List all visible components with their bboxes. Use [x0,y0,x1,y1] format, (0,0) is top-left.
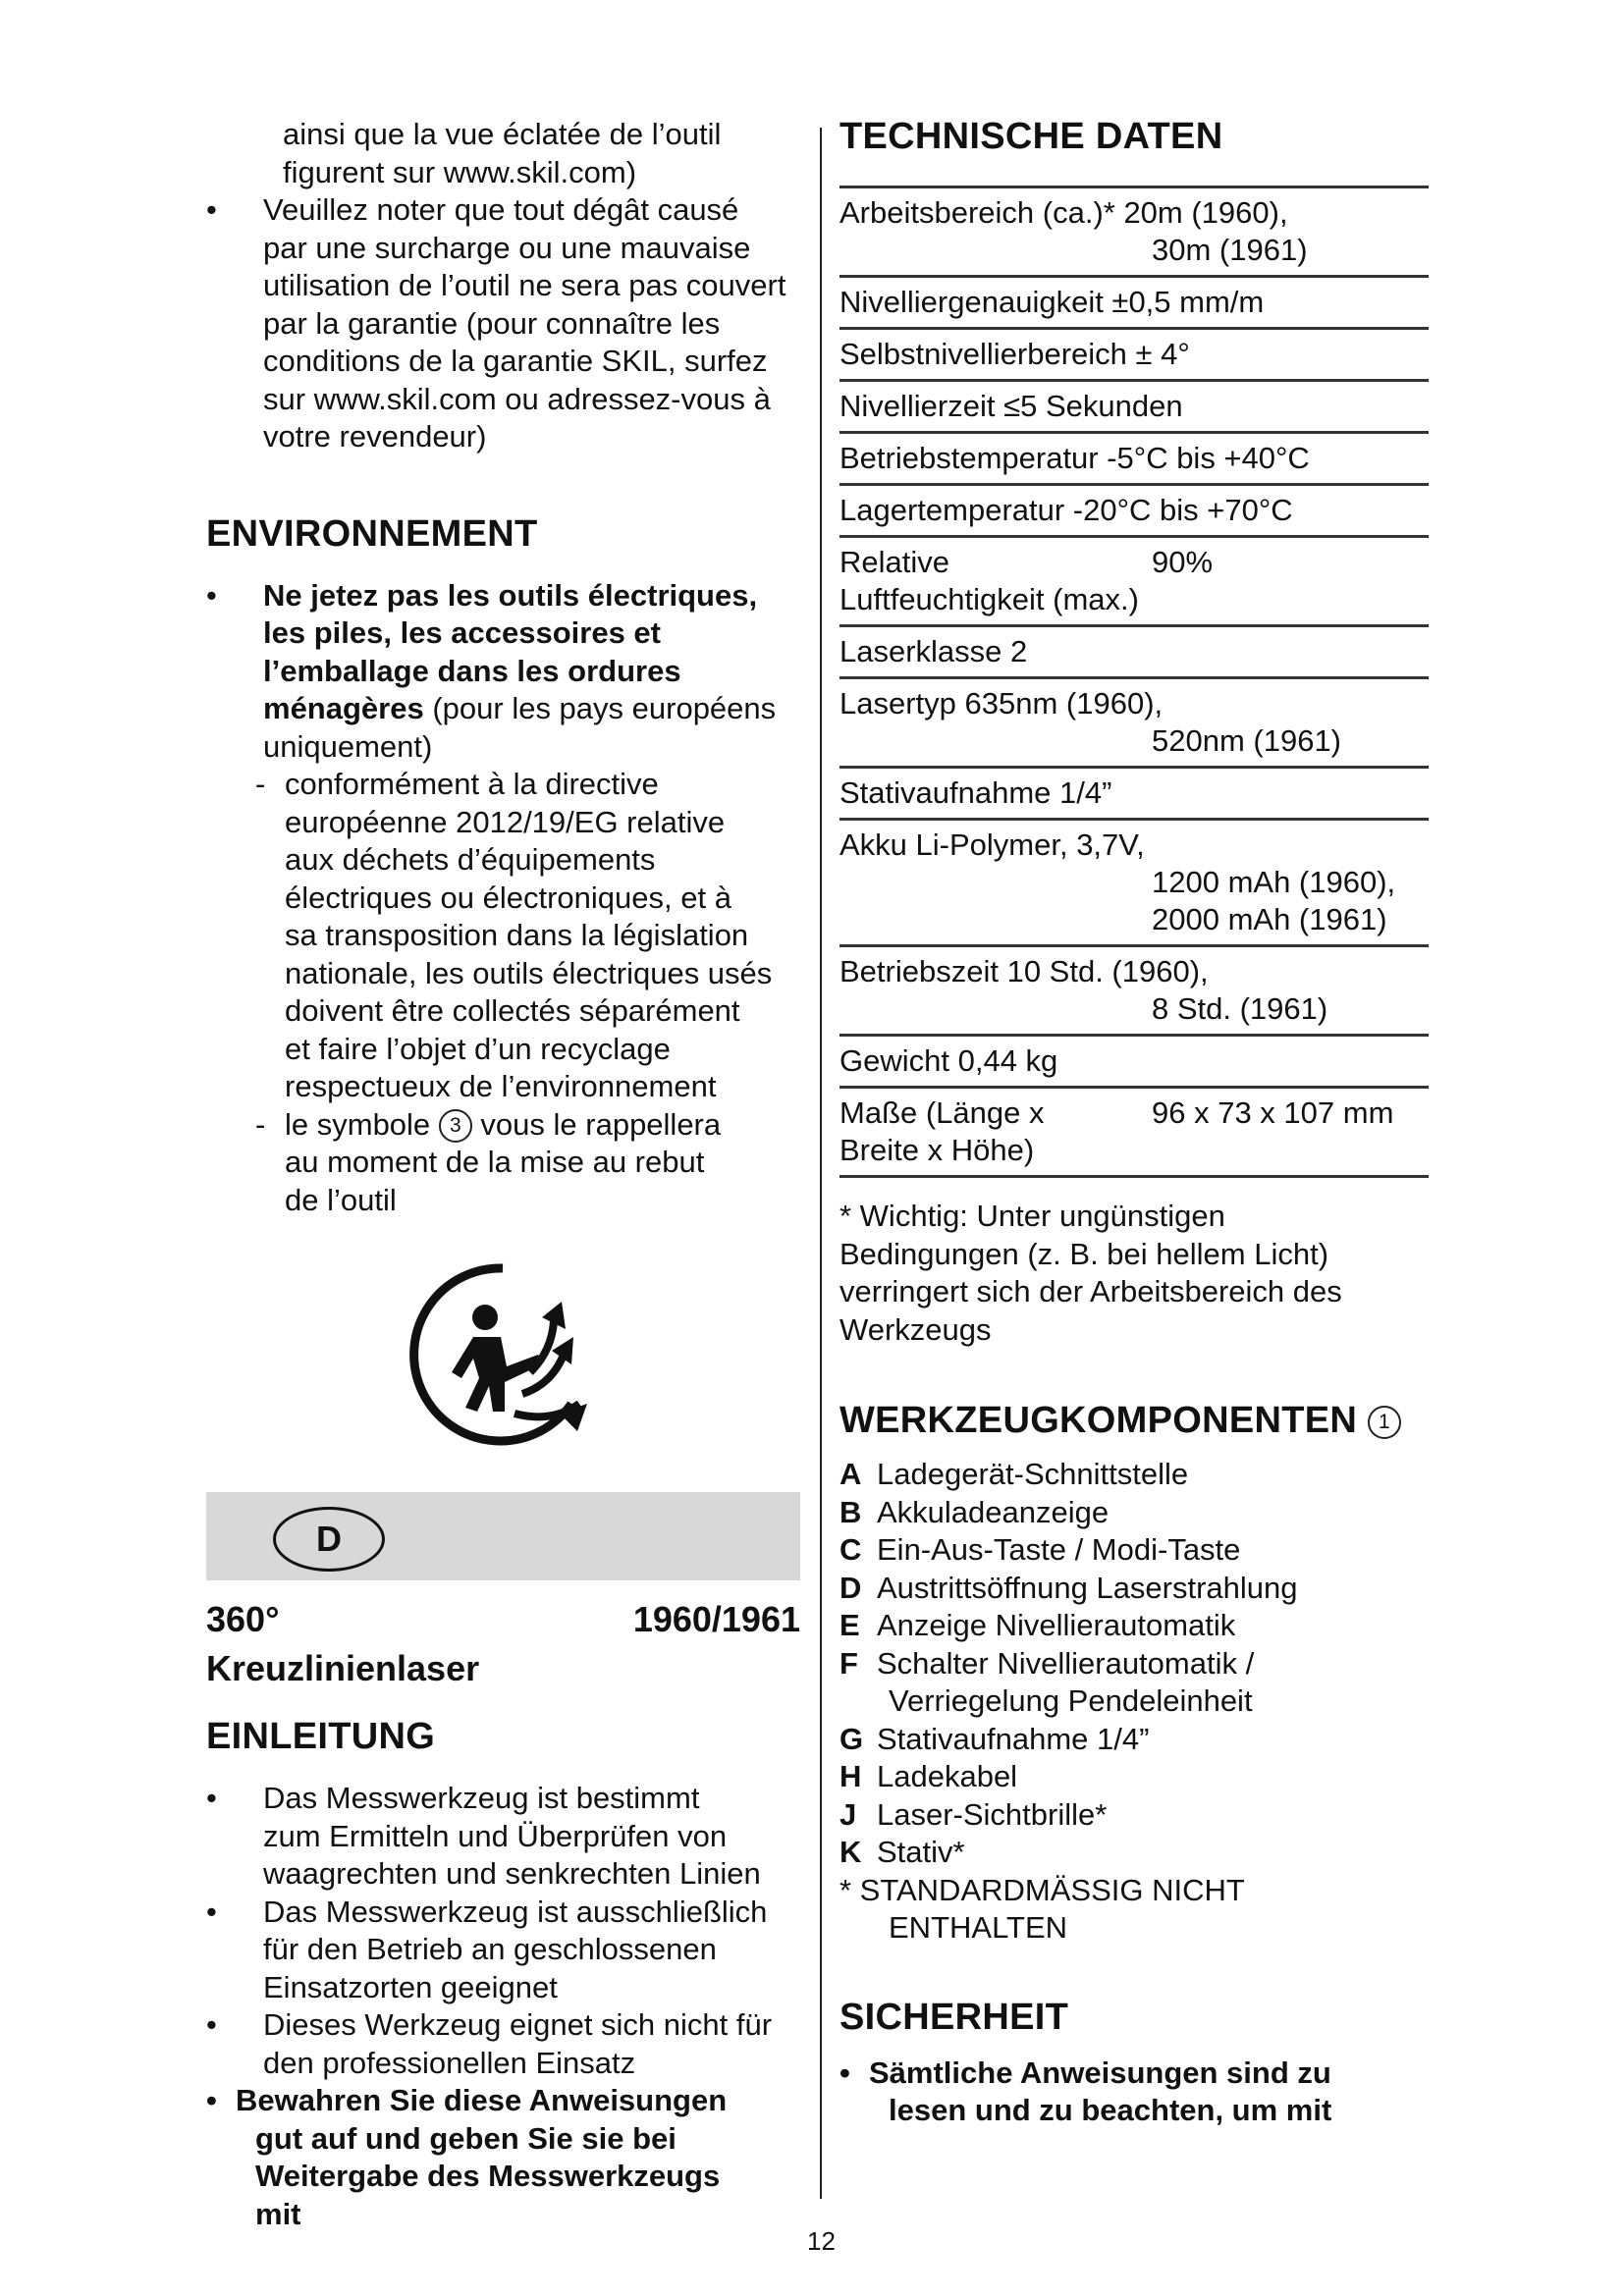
components-list [839,1456,1429,1872]
spec-label: Akku Li-Polymer, 3,7V, [839,828,1145,862]
range-footnote [839,1198,1429,1349]
spec-label: Nivellierzeit ≤5 Sekunden [839,381,1429,433]
text-span: le symbole [285,1106,431,1142]
spec-row [839,820,1429,946]
component-item [839,1682,1429,1721]
spec-row [839,1088,1429,1177]
text-line: aux déchets d’équipements [285,842,656,877]
component-key: B [839,1494,862,1529]
component-label: Schalter Nivellierautomatik / [877,1645,1255,1681]
spec-row [839,381,1429,433]
component-label: Ladekabel [877,1759,1018,1793]
text-line: électriques ou électroniques, et à [285,880,731,915]
text-line: conformément à la directive [285,767,659,801]
product-name: Kreuzlinienlaser [206,1648,480,1688]
component-label: Laser-Sichtbrille* [877,1796,1108,1832]
component-label: Stativ* [877,1835,965,1869]
text-span: vous le rappellera [471,1106,722,1142]
environment-sub-2: - le symbole 3 vous le rappellera au moment de la mise au rebut de l’outil [206,1106,805,1220]
spec-label: Nivelliergenauigkeit ±0,5 mm/m [839,277,1429,329]
component-key: J [839,1796,857,1832]
intro-continuation [206,116,805,191]
environment-sub-1: - conformément à la directive européenne 2012/19/EG relative aux déchets d’équipements électriques ou électroniques, et à sa transposition dans la législation nationale, les outils électriques usés doivent être collectés séparément et faire l’objet d’un recyclage respectueux de l’environnement [206,766,805,1106]
text-line: Dieses Werkzeug eignet sich nicht für [263,2007,773,2042]
components-title: WERKZEUGKOMPONENTEN [839,1400,1358,1441]
intro-bullet-1: • Das Messwerkzeug ist bestimmt zum Ermitteln und Überprüfen von waagrechten und senkrechten Linien [206,1780,800,1894]
spec-value: 1200 mAh (1960), [1152,865,1396,899]
text-line: * STANDARDMÄSSIG NICHT [839,1872,1245,1907]
text-line: waagrechten und senkrechten Linien [263,1856,761,1891]
component-item [839,1796,1429,1835]
spec-value: 8 Std. (1961) [1152,991,1328,1026]
spec-row [839,187,1429,277]
component-label: Ladegerät-Schnittstelle [877,1457,1189,1491]
component-item [839,1607,1429,1645]
spec-label: Betriebszeit 10 Std. (1960), [839,954,1209,988]
text-line: votre revendeur) [263,419,487,454]
text-line: Einsatzorten geeignet [263,1969,558,2004]
spec-value: 2000 mAh (1961) [1152,902,1387,936]
introduction-heading: EINLEITUNG [206,1716,436,1757]
spec-label: Selbstnivellierbereich ± 4° [839,329,1429,381]
text-line: mit [255,2196,301,2231]
intro-bullet-2: • Das Messwerkzeug ist ausschließlich für den Betrieb an geschlossenen Einsatzorten geeignet [206,1894,800,2007]
spec-row [839,678,1429,768]
component-key: E [839,1608,860,1642]
technical-data-heading: TECHNISCHE DATEN [839,116,1223,157]
text-line: gut auf und geben Sie sie bei [255,2120,677,2156]
spec-value: 520nm (1961) [1152,723,1342,758]
spec-label: Maße (Länge x [839,1095,1045,1130]
recycling-symbol-icon [405,1256,601,1453]
text-line: * Wichtig: Unter ungünstigen [839,1199,1225,1233]
text-line: Veuillez noter que tout dégât causé [263,192,739,227]
components-heading [839,1400,1429,1442]
guarantee-bullet: • Veuillez noter que tout dégât causé par une surcharge ou une mauvaise utilisation de l’outil ne sera pas couvert par la garantie (pour connaître les conditions de la garantie SKIL, surfez sur www.skil.com ou adressez-vous à votre revendeur) [206,191,805,456]
spec-row [839,946,1429,1036]
component-item [839,1570,1429,1608]
left-column [206,116,805,1219]
spec-row [839,626,1429,678]
component-label: Verriegelung Pendeleinheit [889,1683,1253,1718]
component-label: Ein-Aus-Taste / Modi-Taste [877,1532,1241,1567]
text-line: les piles, les accessoires et [263,615,661,650]
text-line: Das Messwerkzeug ist bestimmt [263,1781,700,1815]
text-line [285,1106,805,1145]
component-label: Austrittsöffnung Laserstrahlung [877,1570,1298,1605]
safety-heading: SICHERHEIT [839,1996,1069,2038]
text-line: au moment de la mise au rebut [285,1145,705,1179]
spec-row [839,537,1429,626]
spec-label: Betriebstemperatur -5°C bis +40°C [839,433,1429,485]
spec-label: Lasertyp 635nm (1960), [839,686,1164,721]
text-line: figurent sur www.skil.com) [283,154,637,189]
spec-value: 96 x 73 x 107 mm [1152,1095,1394,1130]
spec-label: Lagertemperatur -20°C bis +70°C [839,485,1429,537]
component-key: D [839,1570,862,1605]
spec-row [839,329,1429,381]
component-label: Stativaufnahme 1/4” [877,1721,1150,1756]
figure-ref-circle: 3 [439,1109,472,1143]
component-key: C [839,1532,862,1567]
text-line: zum Ermitteln und Überprüfen von [263,1818,728,1853]
text-line: lesen und zu beachten, um mit [889,2093,1332,2127]
component-label: Anzeige Nivellierautomatik [877,1608,1236,1642]
figure-ref-circle: 1 [1368,1406,1401,1439]
spec-value: 30m (1961) [1152,233,1308,267]
normal-span: (pour les pays européens [423,691,777,725]
text-line: l’emballage dans les ordures [263,653,681,688]
spec-row [839,277,1429,329]
intro-bullet-4: • Bewahren Sie diese Anweisungen gut auf und geben Sie sie bei Weitergabe des Messwerkzeugs mit [206,2082,800,2233]
component-key: H [839,1759,862,1793]
text-line: européenne 2012/19/EG relative [285,804,726,839]
column-divider [820,128,822,2199]
product-block [206,1598,800,2233]
right-column [839,116,1429,2130]
spec-table [839,186,1429,1178]
text-line: Werkzeugs [839,1311,992,1347]
environment-bullet: • Ne jetez pas les outils électriques, les piles, les accessoires et l’emballage dans les ordures ménagères (pour les pays européens uniquement) [206,577,805,767]
text-line: Ne jetez pas les outils électriques, [263,577,758,613]
spec-label: Arbeitsbereich (ca.)* 20m (1960), [839,195,1288,230]
text-line [263,690,805,728]
text-line: par la garantie (pour connaître les [263,305,721,341]
spec-value: 90% [1152,545,1214,579]
text-line: uniquement) [263,728,433,764]
component-item [839,1721,1429,1759]
component-item [839,1645,1429,1683]
component-item [839,1834,1429,1872]
text-line: conditions de la garantie SKIL, surfez [263,344,768,378]
text-line: Sämtliche Anweisungen sind zu [869,2055,1331,2090]
text-line: Das Messwerkzeug ist ausschließlich [263,1894,768,1929]
text-line: sa transposition dans la législation [285,918,749,952]
spec-row [839,768,1429,820]
component-key: F [839,1645,858,1681]
spec-row [839,1036,1429,1088]
spec-label: Breite x Höhe) [839,1133,1035,1167]
safety-bullet: • Sämtliche Anweisungen sind zu lesen und zu beachten, um mit [839,2055,1429,2130]
spec-label: Gewicht 0,44 kg [839,1036,1429,1088]
environment-heading: ENVIRONNEMENT [206,512,538,555]
text-line: de l’outil [285,1182,397,1217]
product-degree: 360° [206,1599,280,1639]
bold-span: ménagères [263,691,424,725]
component-key: A [839,1457,862,1491]
intro-bullet-3: • Dieses Werkzeug eignet sich nicht für den professionellen Einsatz [206,2006,800,2082]
text-line: Bedingungen (z. B. bei hellem Licht) [839,1236,1329,1271]
text-line: sur www.skil.com ou adressez-vous à [263,381,771,416]
text-line: Weitergabe des Messwerkzeugs [255,2159,721,2193]
text-line: respectueux de l’environnement [285,1069,717,1103]
text-line: nationale, les outils électriques usés [285,955,773,990]
spec-label: Laserklasse 2 [839,626,1429,678]
text-line: ENTHALTEN [889,1910,1068,1945]
spec-label: Luftfeuchtigkeit (max.) [839,582,1139,616]
text-line: ainsi que la vue éclatée de l’outil [283,117,722,151]
text-line: et faire l’objet d’un recyclage [285,1031,671,1066]
component-item [839,1531,1429,1570]
text-line: den professionellen Einsatz [263,2045,636,2080]
text-line: par une surcharge ou une mauvaise [263,230,751,265]
component-key: K [839,1835,862,1869]
text-line: utilisation de l’outil ne sera pas couvert [263,268,786,302]
text-line: doivent être collectés séparément [285,993,740,1028]
spec-row [839,485,1429,537]
product-models: 1960/1961 [632,1599,800,1639]
component-item [839,1456,1429,1494]
component-item [839,1494,1429,1532]
spec-label: Stativaufnahme 1/4” [839,768,1429,820]
component-key: G [839,1721,864,1756]
text-line: Bewahren Sie diese Anweisungen [236,2083,728,2117]
standard-note [839,1872,1429,1948]
language-banner [206,1492,800,1580]
text-line: für den Betrieb an geschlossenen [263,1932,717,1966]
spec-label: Relative [839,545,949,579]
spec-row [839,433,1429,485]
page-number: 12 [807,2226,836,2256]
text-line: verringert sich der Arbeitsbereich des [839,1274,1342,1308]
component-item [839,1758,1429,1796]
component-label: Akkuladeanzeige [877,1494,1110,1529]
language-code-badge: D [273,1507,385,1572]
